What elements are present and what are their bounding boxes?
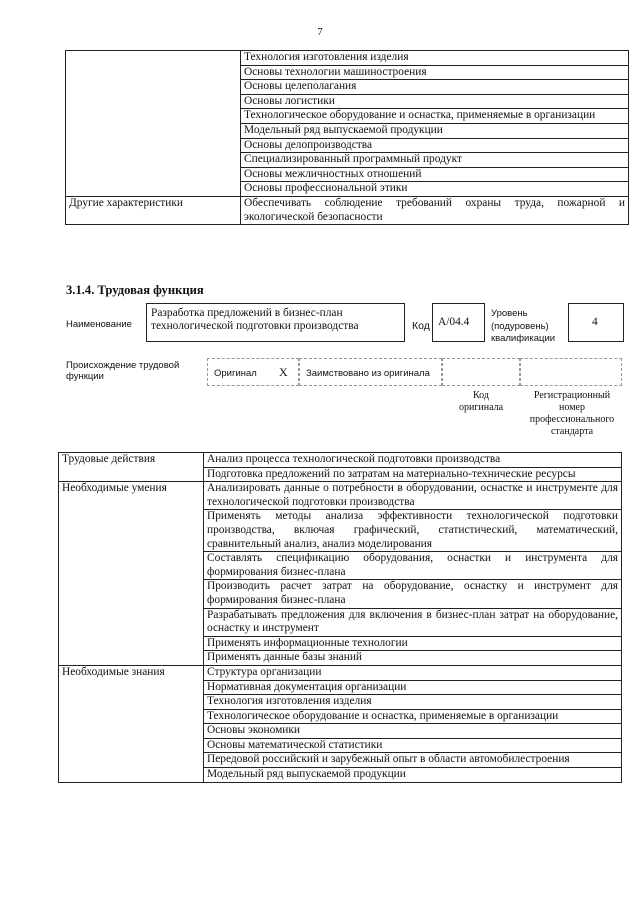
row-item: Основы логистики xyxy=(241,94,629,109)
table-row xyxy=(59,453,622,468)
row-item: Основы технологии машиностроения xyxy=(241,65,629,80)
row-header xyxy=(66,51,241,197)
row-item: Основы экономики xyxy=(204,724,622,739)
row-item: Модельный ряд выпускаемой продукции xyxy=(241,123,629,138)
row-item: Анализировать данные о потребности в оборудовании, оснастке и инструменте для технологической подготовки производства xyxy=(204,482,622,510)
name-label: Наименование xyxy=(66,319,132,330)
row-header: Трудовые действия xyxy=(59,453,204,482)
row-item: Структура организации xyxy=(204,665,622,680)
section-title: 3.1.4. Трудовая функция xyxy=(66,283,204,297)
row-item: Нормативная документация организации xyxy=(204,680,622,695)
row-item: Обеспечивать соблюдение требований охраны труда, пожарной и экологической безопасности xyxy=(241,196,629,224)
row-item: Анализ процесса технологической подготовки производства xyxy=(204,453,622,468)
row-item: Основы целеполагания xyxy=(241,80,629,95)
name-value: Разработка предложений в бизнес-план технологической подготовки производства xyxy=(151,307,359,332)
table-row xyxy=(66,196,629,224)
original-label: Оригинал xyxy=(214,368,257,379)
row-item: Производить расчет затрат на оборудование, оснастку и инструмент для формирования бизнес-плана xyxy=(204,580,622,608)
page-number: 7 xyxy=(317,26,323,38)
table-row xyxy=(59,665,622,680)
labor-function-table xyxy=(58,452,622,783)
row-item: Основы профессиональной этики xyxy=(241,182,629,197)
borrowed-label: Заимствовано из оригинала xyxy=(306,368,430,379)
origin-label: Происхождение трудовой функции xyxy=(66,360,180,382)
top-characteristics-table xyxy=(65,50,629,225)
level-value: 4 xyxy=(592,316,598,328)
row-item: Технология изготовления изделия xyxy=(241,51,629,66)
row-item: Модельный ряд выпускаемой продукции xyxy=(204,768,622,783)
code-original-label: Код оригинала xyxy=(458,390,504,413)
code-label: Код xyxy=(412,320,430,332)
row-item: Технологическое оборудование и оснастка, применяемые в организации xyxy=(241,109,629,124)
row-item: Специализированный программный продукт xyxy=(241,153,629,168)
code-original-cell xyxy=(442,358,520,386)
code-value: A/04.4 xyxy=(438,316,470,328)
row-item: Применять данные базы знаний xyxy=(204,651,622,666)
row-header: Другие характеристики xyxy=(66,196,241,224)
row-item: Технология изготовления изделия xyxy=(204,695,622,710)
row-item: Основы математической статистики xyxy=(204,738,622,753)
reg-number-label: Регистрационный номер профессионального стандарта xyxy=(529,390,615,437)
row-header: Необходимые знания xyxy=(59,665,204,782)
row-item: Подготовка предложений по затратам на материально-технические ресурсы xyxy=(204,467,622,482)
level-label: Уровень (подуровень) квалификации xyxy=(491,308,556,344)
table-row xyxy=(59,482,622,510)
row-item: Основы межличностных отношений xyxy=(241,167,629,182)
row-item: Основы делопроизводства xyxy=(241,138,629,153)
reg-number-cell xyxy=(520,358,622,386)
row-item: Разрабатывать предложения для включения в бизнес-план затрат на оборудование, оснастку и инструмент xyxy=(204,608,622,636)
row-item: Технологическое оборудование и оснастка, применяемые в организации xyxy=(204,709,622,724)
table-row xyxy=(66,51,629,66)
row-item: Применять методы анализа эффективности технологической подготовки производства, включая графический, статистический, математический, сравнительный анализ, анализ моделирования xyxy=(204,510,622,552)
row-item: Передовой российский и зарубежный опыт в области автомобилестроения xyxy=(204,753,622,768)
row-item: Применять информационные технологии xyxy=(204,636,622,651)
original-mark: X xyxy=(279,365,288,379)
row-header: Необходимые умения xyxy=(59,482,204,666)
row-item: Составлять спецификацию оборудования, оснастки и инструмента для формирования бизнес-плана xyxy=(204,552,622,580)
